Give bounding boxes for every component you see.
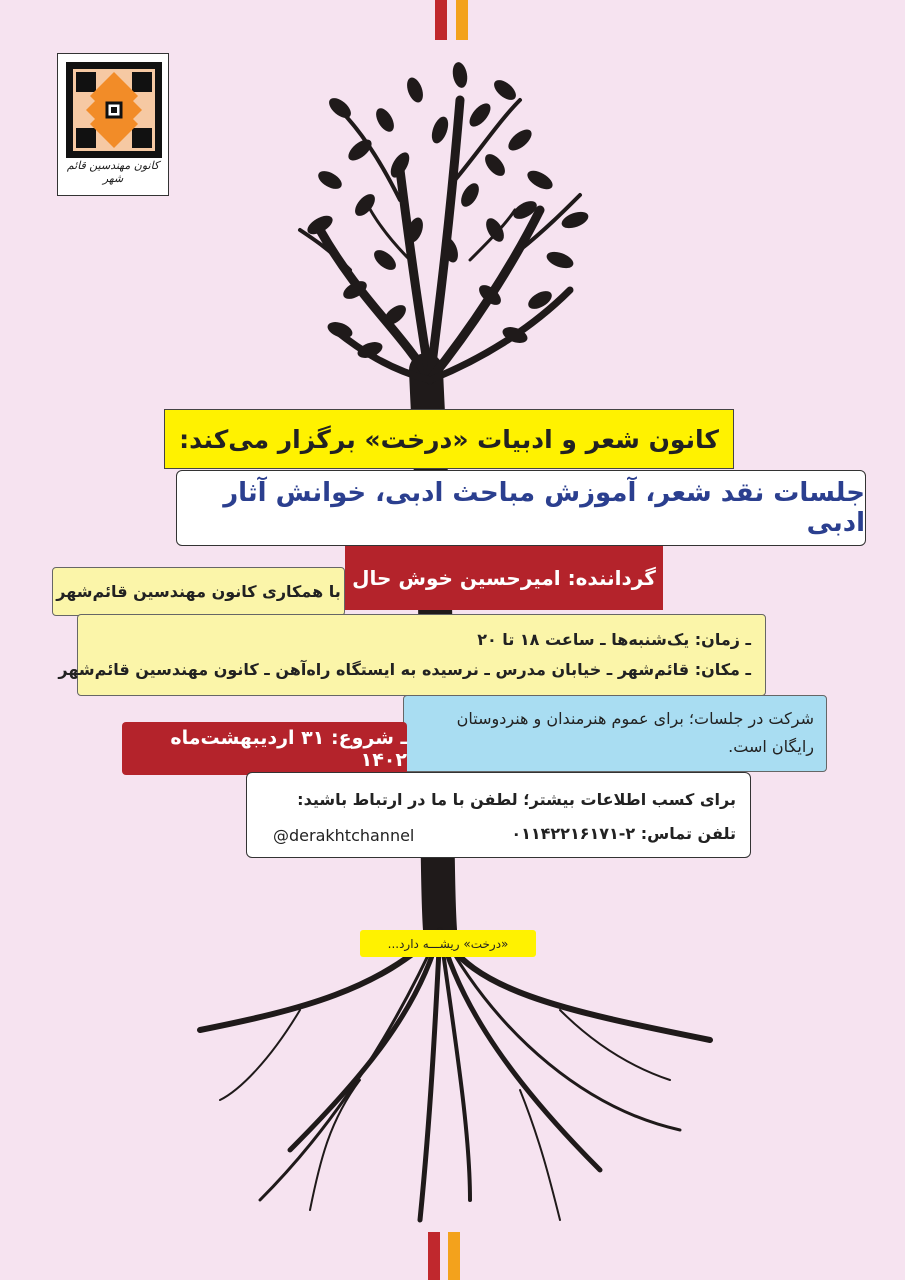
place-line: ـ مکان: قائم‌شهر ـ خیابان مدرس ـ نرسیده به ایستگاه راه‌آهن ـ کانون مهندسین قائم‌شهر: [58, 660, 751, 679]
start-date-label: ـ شروع: ۳۱ اردیبهشت‌ماه ۱۴۰۲: [122, 722, 407, 775]
contact-intro: برای کسب اطلاعات بیشتر؛ لطفن با ما در ارتباط باشید:: [297, 790, 736, 809]
presenter-label: گرداننده: امیرحسین خوش حال: [345, 546, 663, 610]
time-line: ـ زمان: یک‌شنبه‌ها ـ ساعت ۱۸ تا ۲۰: [477, 630, 751, 649]
event-details: [58, 614, 766, 696]
contact-info: [246, 772, 751, 858]
phone-number: ۰۱۱۴۲۲۱۶۱۷۱-۲: [511, 824, 636, 843]
participation-info: [403, 695, 827, 772]
participation-line-1: شرکت در جلسات؛ برای عموم هنرمندان و هنردوستان: [456, 709, 814, 728]
event-subtitle: جلسات نقد شعر، آموزش مباحث ادبی، خوانش آثار ادبی: [176, 470, 866, 546]
collaboration-label: با همکاری کانون مهندسین قائم‌شهر: [52, 567, 345, 616]
social-handle: @derakhtchannel: [273, 826, 415, 845]
logo-caption: کانون مهندسین قائم شهر: [66, 159, 160, 185]
participation-line-2: رایگان است.: [728, 737, 814, 756]
event-title: کانون شعر و ادبیات «درخت» برگزار می‌کند:: [164, 409, 734, 469]
phone-label: تلفن تماس:: [640, 824, 736, 843]
tagline: «درخت» ریشـــه دارد...: [360, 930, 536, 957]
